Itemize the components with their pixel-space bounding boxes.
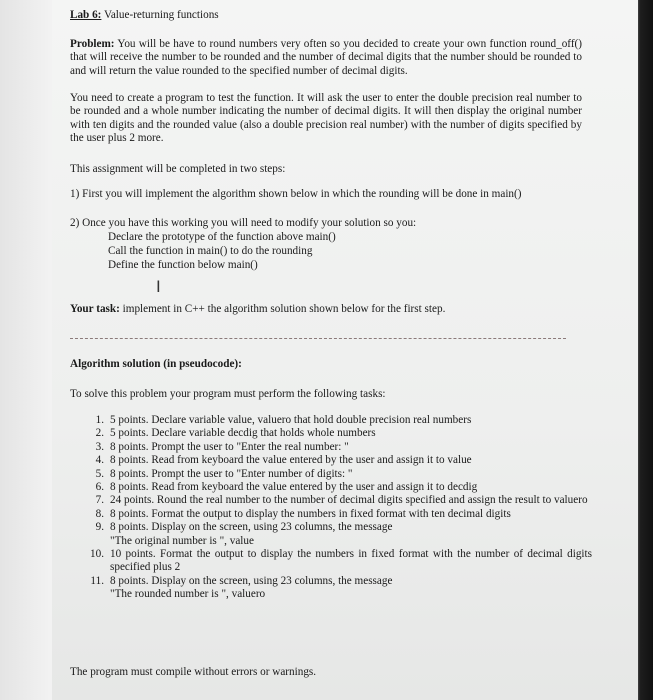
list-item: 9. 8 points. Display on the screen, using 23 columns, the message "The original number is ", value xyxy=(95,521,393,547)
algorithm-heading: Algorithm solution (in pseudocode): xyxy=(70,358,242,370)
task-list xyxy=(80,414,592,602)
step-two-sub: Declare the prototype of the function above main() xyxy=(108,231,336,243)
step-one: 1) First you will implement the algorithm shown below in which the rounding will be done in main() xyxy=(70,188,522,200)
assignment-note: This assignment will be completed in two steps: xyxy=(70,163,286,175)
compile-requirement: The program must compile without errors or warnings. xyxy=(70,666,317,678)
list-item: 1. 5 points. Declare variable value, valuero that hold double precision real numbers xyxy=(95,414,472,426)
algorithm-intro: To solve this problem your program must perform the following tasks: xyxy=(70,388,386,400)
requirements-paragraph: You need to create a program to test the function. It will ask the user to enter the double precision real number to be rounded and a whole number indicating the number of decimal digits. It will then display the original number with ten digits and the rounded value (also a double precision real number) with the number of digits specified by the user plus 2 more. xyxy=(70,92,582,145)
list-item: 11. 8 points. Display on the screen, using 23 columns, the message "The rounded number is ", valuero xyxy=(90,574,393,601)
list-item: 8. 8 points. Format the output to display the numbers in fixed format with ten decimal digits xyxy=(95,507,511,520)
document-page xyxy=(52,0,638,700)
problem-paragraph: Problem: You will be have to round numbers very often so you decided to create your own function round_off() that will receive the number to be rounded and the number of decimal digits that the number should be rounded to and will return the value rounded to the specified number of decimal digits. xyxy=(70,38,582,77)
list-item: 5. 8 points. Prompt the user to "Enter number of digits: " xyxy=(95,467,353,480)
list-item: 3. 8 points. Prompt the user to "Enter the real number: " xyxy=(95,440,349,453)
list-item: 7. 24 points. Round the real number to the number of decimal digits specified and assign the result to valuero xyxy=(95,494,588,507)
list-item: 10. 10 points. Format the output to display the numbers in fixed format with the number of decimal digits specified plus 2 xyxy=(90,548,592,574)
text-cursor-icon: I xyxy=(156,277,161,296)
section-divider xyxy=(70,338,566,339)
list-item: 6. 8 points. Read from keyboard the value entered by the user and assign it to decdig xyxy=(95,481,478,494)
step-two: 2) Once you have this working you will need to modify your solution so you: xyxy=(70,217,417,229)
task-statement: Your task: implement in C++ the algorithm solution shown below for the first step. xyxy=(70,303,446,315)
list-item: 4. 8 points. Read from keyboard the value entered by the user and assign it to value xyxy=(95,454,472,467)
page-title: Lab 6: Value-returning functions xyxy=(70,9,219,21)
list-item: 2. 5 points. Declare variable decdig that holds whole numbers xyxy=(95,427,376,440)
problem-label: Problem: xyxy=(70,38,115,50)
step-two-sub: Define the function below main() xyxy=(108,259,258,271)
step-two-sub: Call the function in main() to do the rounding xyxy=(108,245,313,257)
